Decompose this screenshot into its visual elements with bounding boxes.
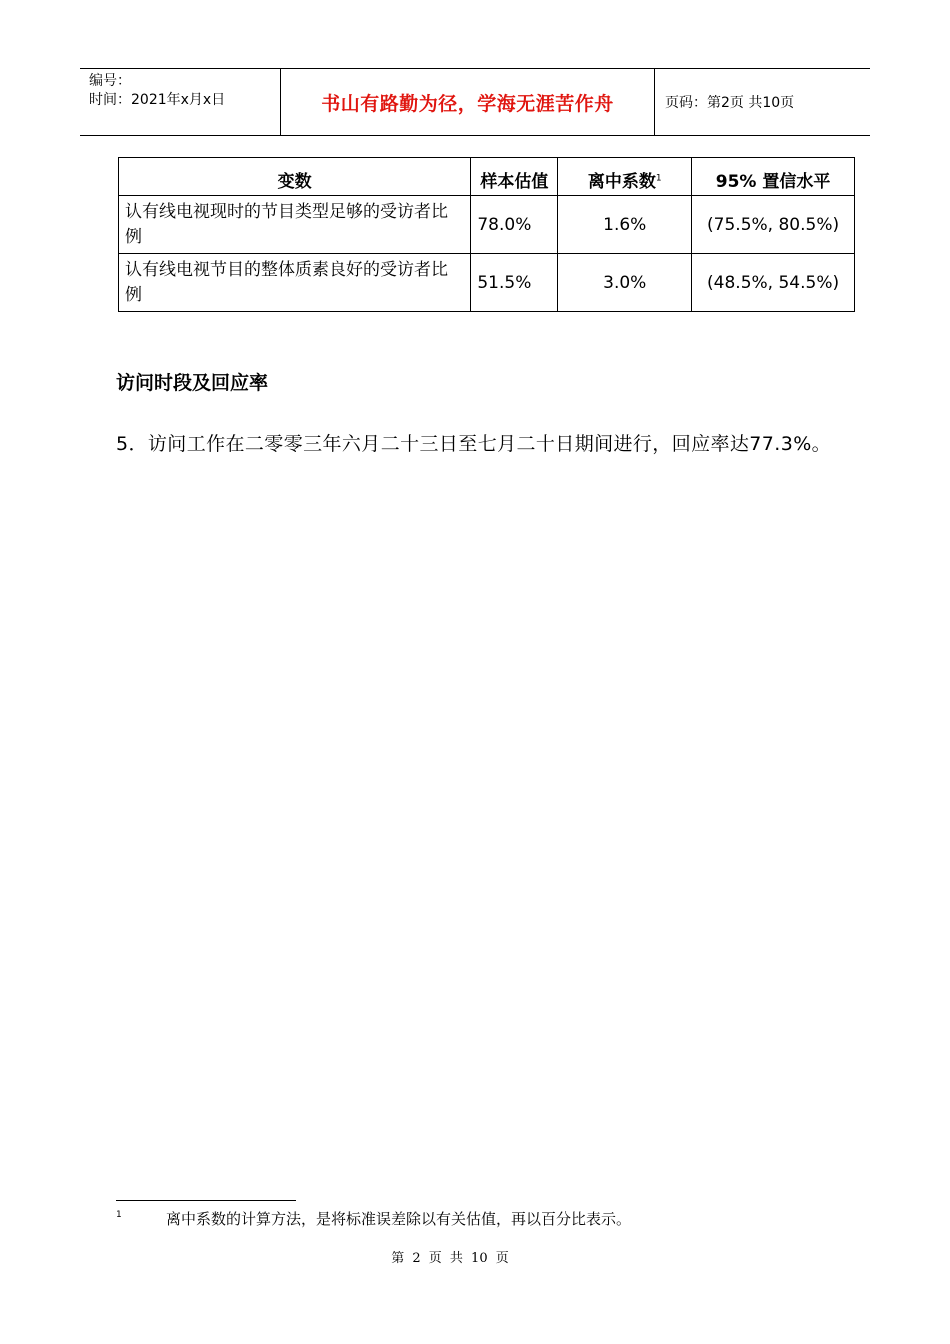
- page-header: [80, 68, 870, 136]
- cell-variable: 认有线电视现时的节目类型足够的受访者比例: [119, 196, 471, 254]
- header-motto: 书山有路勤为径，学海无涯苦作舟: [281, 69, 655, 135]
- section-title: 访问时段及回应率: [116, 372, 269, 394]
- cell-estimate: 51.5%: [471, 254, 558, 312]
- cell-confidence: (48.5%, 54.5%): [692, 254, 855, 312]
- footnote: [116, 1208, 631, 1229]
- cell-cv: 1.6%: [558, 196, 692, 254]
- column-header-variable: 变数: [119, 158, 471, 196]
- page-footer: 第 2 页 共 10 页: [391, 1251, 509, 1266]
- serial-label: 编号：: [89, 73, 131, 89]
- cell-confidence: (75.5%, 80.5%): [692, 196, 855, 254]
- cell-variable: 认有线电视节目的整体质素良好的受访者比例: [119, 254, 471, 312]
- statistics-table: [118, 157, 855, 312]
- header-page-info: 页码：第2页 共10页: [665, 95, 795, 111]
- table-row: [119, 254, 855, 312]
- footnote-reference: 1: [655, 173, 662, 184]
- body-paragraph: 5．访问工作在二零零三年六月二十三日至七月二十日期间进行，回应率达77.3%。: [116, 433, 832, 455]
- column-header-confidence: 95% 置信水平: [692, 158, 855, 196]
- cell-estimate: 78.0%: [471, 196, 558, 254]
- footnote-mark: 1: [116, 1210, 122, 1220]
- header-meta: [80, 69, 281, 135]
- column-header-estimate: 样本估值: [471, 158, 558, 196]
- column-header-cv: [558, 158, 692, 196]
- cell-cv: 3.0%: [558, 254, 692, 312]
- date-label: 时间：2021年x月x日: [89, 92, 226, 108]
- column-header-cv-label: 离中系数: [587, 172, 656, 192]
- table-row: [119, 196, 855, 254]
- footnote-text: 离中系数的计算方法，是将标准误差除以有关估值，再以百分比表示。: [166, 1210, 632, 1228]
- table-header-row: [119, 158, 855, 196]
- footnote-divider: [116, 1200, 296, 1201]
